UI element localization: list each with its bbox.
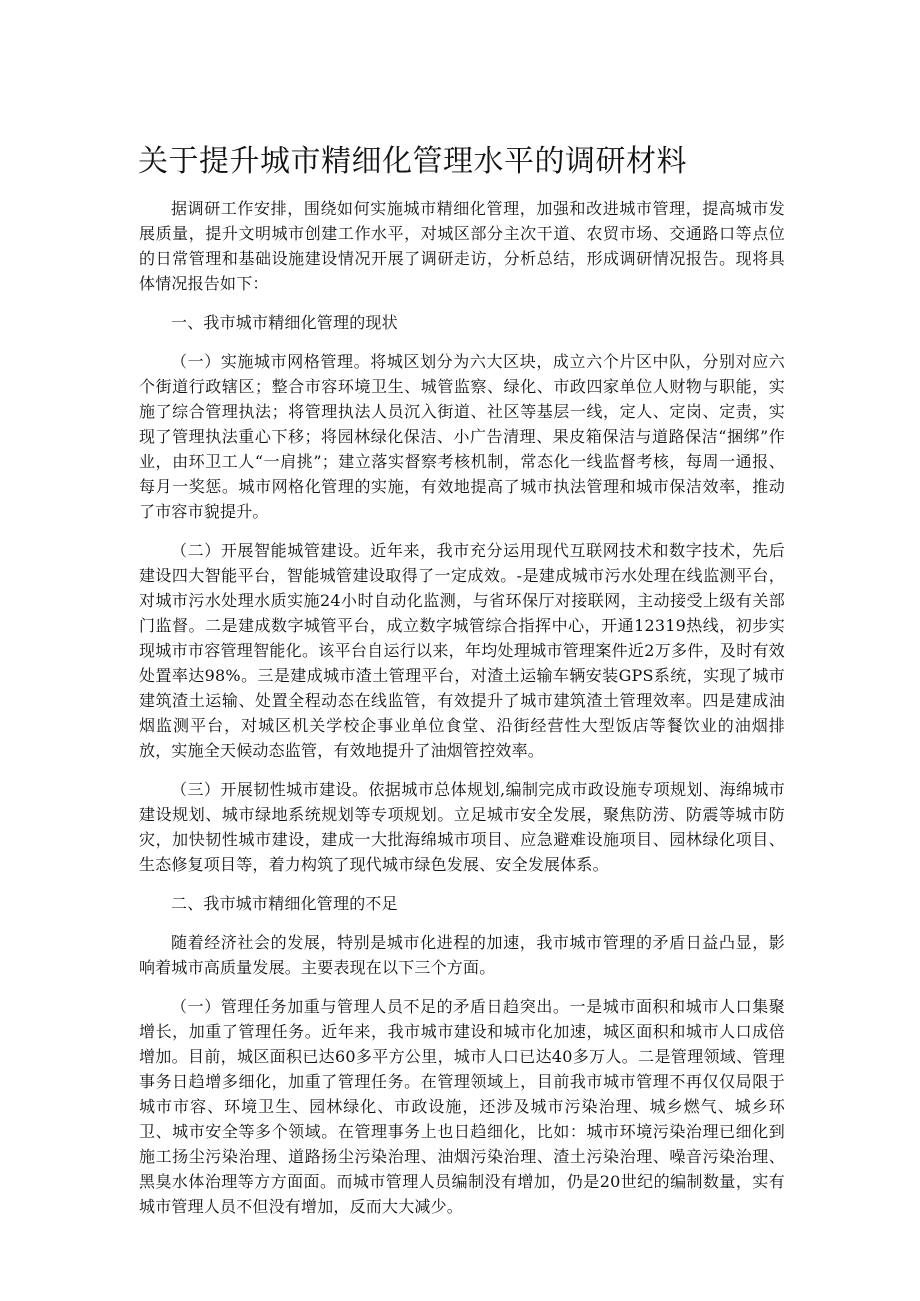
section-1-heading: 一、我市城市精细化管理的现状 (171, 313, 398, 332)
document-body (139, 196, 785, 1233)
section-2-item-1-paragraph: （一）管理任务加重与管理人员不足的矛盾日趋突出。一是城市面积和城市人口集聚增长，加重了管理任务。近年来，我市城市建设和城市化加速，城区面积和城市人口成倍增加。目前，城区面积已达60多平方公里，城市人口已达40多万人。二是管理领域、管理事务日趋增多细化，加重了管理任务。在管理领域上，目前我市城市管理不再仅仅局限于城市市容、环境卫生、园林绿化、市政设施，还涉及城市污染治理、城乡燃气、城乡环卫、城市安全等多个领域。在管理事务上也日趋细化，比如：城市环境污染治理已细化到施工扬尘污染治理、道路扬尘污染治理、油烟污染治理、渣土污染治理、噪音污染治理、黑臭水体治理等方方面面。而城市管理人员编制没有增加，仍是20世纪的编制数量，实有城市管理人员不但没有增加，反而大大减少。 (139, 997, 785, 1216)
section-1-item-2-paragraph: （二）开展智能城管建设。近年来，我市充分运用现代互联网技术和数字技术，先后建设四大智能平台，智能城管建设取得了一定成效。-是建成城市污水处理在线监测平台，对城市污水处理水质实施24小时自动化监测，与省环保厅对接联网，主动接受上级有关部门监督。二是建成数字城管平台，成立数字城管综合指挥中心，开通12319热线，初步实现城市市容管理智能化。该平台自运行以来，年均处理城市管理案件近2万多件，及时有效处置率达98%。三是建成城市渣土管理平台，对渣土运输车辆安装GPS系统，实现了城市建筑渣土运输、处置全程动态在线监管，有效提升了城市建筑渣土管理效率。四是建成油烟监测平台，对城区机关学校企事业单位食堂、沿街经营性大型饭店等餐饮业的油烟排放，实施全天候动态监管，有效地提升了油烟管控效率。 (139, 541, 785, 760)
section-2-heading: 二、我市城市精细化管理的不足 (171, 894, 398, 913)
document-title: 关于提升城市精细化管理水平的调研材料 (138, 144, 687, 179)
intro-paragraph: 据调研工作安排，围绕如何实施城市精细化管理，加强和改进城市管理，提高城市发展质量，提升文明城市创建工作水平，对城区部分主次干道、农贸市场、交通路口等点位的日常管理和基础设施建设情况开展了调研走访，分析总结，形成调研情况报告。现将具体情况报告如下： (139, 199, 785, 293)
section-1-item-3-paragraph: （三）开展韧性城市建设。依据城市总体规划,编制完成市政设施专项规划、海绵城市建设规划、城市绿地系统规划等专项规划。立足城市安全发展，聚焦防涝、防震等城市防灾，加快韧性城市建设，建成一大批海绵城市项目、应急避难设施项目、园林绿化项目、生态修复项目等，着力构筑了现代城市绿色发展、安全发展体系。 (139, 780, 785, 874)
section-2-intro-paragraph: 随着经济社会的发展，特别是城市化进程的加速，我市城市管理的矛盾日益凸显，影响着城市高质量发展。主要表现在以下三个方面。 (139, 933, 785, 977)
section-1-item-1-paragraph: （一）实施城市网格管理。将城区划分为六大区块，成立六个片区中队，分别对应六个街道行政辖区；整合市容环境卫生、城管监察、绿化、市政四家单位人财物与职能，实施了综合管理执法；将管理执法人员沉入街道、社区等基层一线，定人、定岗、定责，实现了管理执法重心下移；将园林绿化保洁、小广告清理、果皮箱保洁与道路保洁“捆绑”作业，由环卫工人“一肩挑”；建立落实督察考核机制，常态化一线监督考核，每周一通报、每月一奖惩。城市网格化管理的实施，有效地提高了城市执法管理和城市保洁效率，推动了市容市貌提升。 (139, 352, 785, 521)
